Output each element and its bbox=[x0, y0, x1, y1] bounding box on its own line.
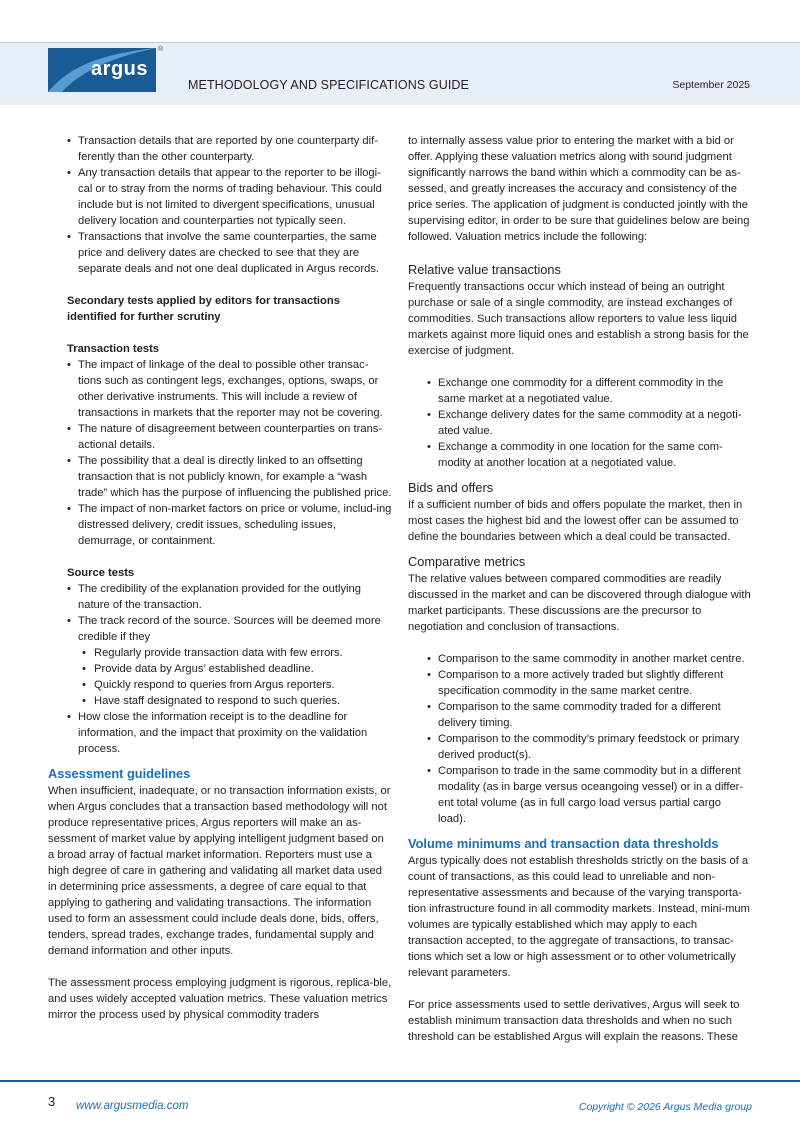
argus-logo[interactable] bbox=[48, 48, 156, 92]
list-item: • Comparison to the same commodity traded for a different delivery timing. bbox=[408, 699, 752, 731]
list-item: • Quickly respond to queries from Argus reporters. bbox=[48, 677, 392, 693]
list-item: • Transaction details that are reported by one counterparty dif-ferently than the other counterparty. bbox=[48, 133, 392, 165]
list-item: • The possibility that a deal is directly linked to an offsetting transaction that is not publicly known, for example a “wash trade” which has the purpose of influencing the published price. bbox=[48, 453, 392, 501]
list-item: • Exchange delivery dates for the same commodity at a negoti-ated value. bbox=[408, 407, 752, 439]
list-item: • Regularly provide transaction data with few errors. bbox=[48, 645, 392, 661]
logo-text: argus bbox=[91, 58, 148, 80]
list-item: • Exchange a commodity in one location for the same com-modity at another location at a negotiated value. bbox=[408, 439, 752, 471]
assessment-guidelines-heading: Assessment guidelines bbox=[48, 766, 191, 781]
list-item: • The nature of disagreement between counterparties on trans-actional details. bbox=[48, 421, 392, 453]
secondary-tests-heading: Secondary tests applied by editors for transactions identified for further scrutiny bbox=[67, 295, 340, 323]
right-column bbox=[408, 133, 752, 1045]
list-item: • How close the information receipt is to the deadline for information, and the impact that proximity on the validation process. bbox=[48, 709, 392, 757]
transaction-tests-heading: Transaction tests bbox=[67, 343, 160, 355]
volume-paragraph-1: Argus typically does not establish thresholds strictly on the basis of a count of transactions, as this could lead to unreliable and non-representative assessments and because of the varying transporta-tion infrastructure found in all commodity markets. Instead, mini-mum volumes are typically established which may apply to each transaction accepted, to the aggregate of transactions, to transac-tions which set a low or high assessment or to other volumetrically relevant parameters. bbox=[408, 855, 750, 979]
valuation-paragraph: to internally assess value prior to entering the market with a bid or offer. Applying these valuation metrics along with sound judgment significantly narrows the band within which a commodity can be as-sessed, and greatly increases the accuracy and consistency of the price series. The application of judgment is conducted jointly with the supervising editor, in order to be sure that guidelines below are being followed. Valuation metrics include the following: bbox=[408, 135, 750, 243]
website-link[interactable]: www.argusmedia.com bbox=[76, 1100, 189, 1112]
list-item: • Comparison to the commodity’s primary feedstock or primary derived product(s). bbox=[408, 731, 752, 763]
guide-title: METHODOLOGY AND SPECIFICATIONS GUIDE bbox=[188, 78, 469, 92]
list-item: • The credibility of the explanation provided for the outlying nature of the transaction. bbox=[48, 581, 392, 613]
list-item: • Transactions that involve the same counterparties, the same price and delivery dates are checked to see that they are separate deals and not one deal duplicated in Argus records. bbox=[48, 229, 392, 277]
guide-date: September 2025 bbox=[672, 79, 750, 91]
list-item: • Any transaction details that appear to the reporter to be illogi-cal or to stray from the norms of trading behaviour. This could include but is not limited to divergent specifications, unusual delivery location and counterparties not typically seen. bbox=[48, 165, 392, 229]
assessment-paragraph-1: When insufficient, inadequate, or no transaction information exists, or when Argus concludes that a transaction based methodology will not produce representative prices, Argus reporters will make an as-sessment of market value by applying intelligent judgment based on a broad array of factual market information. Reporters must use a high degree of care in gathering and validating all market data used in determining price assessments, a degree of care equal to that applying to gathering and validating transactions. The information used to form an assessment could include deals done, bids, offers, tenders, spread trades, exchange trades, fundamental supply and demand information and other inputs. bbox=[48, 785, 391, 957]
left-column bbox=[48, 133, 392, 1023]
comparative-metrics-list bbox=[408, 651, 752, 827]
volume-paragraph-2: For price assessments used to settle derivatives, Argus will seek to establish minimum transaction data thresholds and when no such threshold can be established Argus will explain the reasons. These bbox=[408, 999, 740, 1043]
bids-offers-heading: Bids and offers bbox=[408, 480, 494, 495]
list-item: • Comparison to the same commodity in another market centre. bbox=[408, 651, 752, 667]
source-tests-list bbox=[48, 581, 392, 645]
comparative-metrics-paragraph: The relative values between compared commodities are readily discussed in the market and can be discovered through dialogue with market participants. These discussions are the precursor to negotiation and conclusion of transactions. bbox=[408, 573, 751, 633]
copyright-notice: Copyright © 2026 Argus Media group bbox=[578, 1101, 752, 1113]
footer-divider bbox=[0, 1080, 800, 1082]
bids-offers-paragraph: If a sufficient number of bids and offers populate the market, then in most cases the highest bid and the lowest offer can be assumed to define the boundaries between which a deal could be transacted. bbox=[408, 499, 743, 543]
list-item: • Comparison to trade in the same commodity but in a different modality (as in barge versus oceangoing vessel) or in a differ-ent total volume (as in full cargo load versus partial cargo load). bbox=[408, 763, 752, 827]
source-tests-heading: Source tests bbox=[67, 567, 135, 579]
source-tests-list-cont bbox=[48, 709, 392, 757]
relative-value-list bbox=[408, 375, 752, 471]
registered-mark: ® bbox=[158, 46, 164, 53]
relative-value-paragraph: Frequently transactions occur which instead of being an outright purchase or sale of a single commodity, are instead exchanges of commodities. Such transactions allow reporters to value less liquid markets against more liquid ones and establish a strong basis for the exercise of judgment. bbox=[408, 281, 749, 357]
assessment-paragraph-2: The assessment process employing judgment is rigorous, replica-ble, and uses widely accepted valuation metrics. These valuation metrics mirror the process used by physical commodity traders bbox=[48, 977, 392, 1021]
list-item: • The track record of the source. Sources will be deemed more credible if they bbox=[48, 613, 392, 645]
list-item: • Exchange one commodity for a different commodity in the same market at a negotiated value. bbox=[408, 375, 752, 407]
list-item: • Provide data by Argus’ established deadline. bbox=[48, 661, 392, 677]
page-number: 3 bbox=[48, 1094, 56, 1109]
comparative-metrics-heading: Comparative metrics bbox=[408, 554, 526, 569]
list-item: • The impact of non-market factors on price or volume, includ-ing distressed delivery, credit issues, scheduling issues, demurrage, or containment. bbox=[48, 501, 392, 549]
volume-minimums-heading: Volume minimums and transaction data thresholds bbox=[408, 836, 719, 851]
list-item: • Comparison to a more actively traded but slightly different specification commodity in the same market centre. bbox=[408, 667, 752, 699]
source-subitems-list bbox=[48, 645, 392, 709]
relative-value-heading: Relative value transactions bbox=[408, 262, 561, 277]
list-item: • The impact of linkage of the deal to possible other transac-tions such as contingent legs, exchanges, options, swaps, or other derivative instruments. This will include a review of transactions in markets that the reporter may not be covering. bbox=[48, 357, 392, 421]
list-item: • Have staff designated to respond to such queries. bbox=[48, 693, 392, 709]
bullet-list-checks bbox=[48, 133, 392, 277]
transaction-tests-list bbox=[48, 357, 392, 549]
